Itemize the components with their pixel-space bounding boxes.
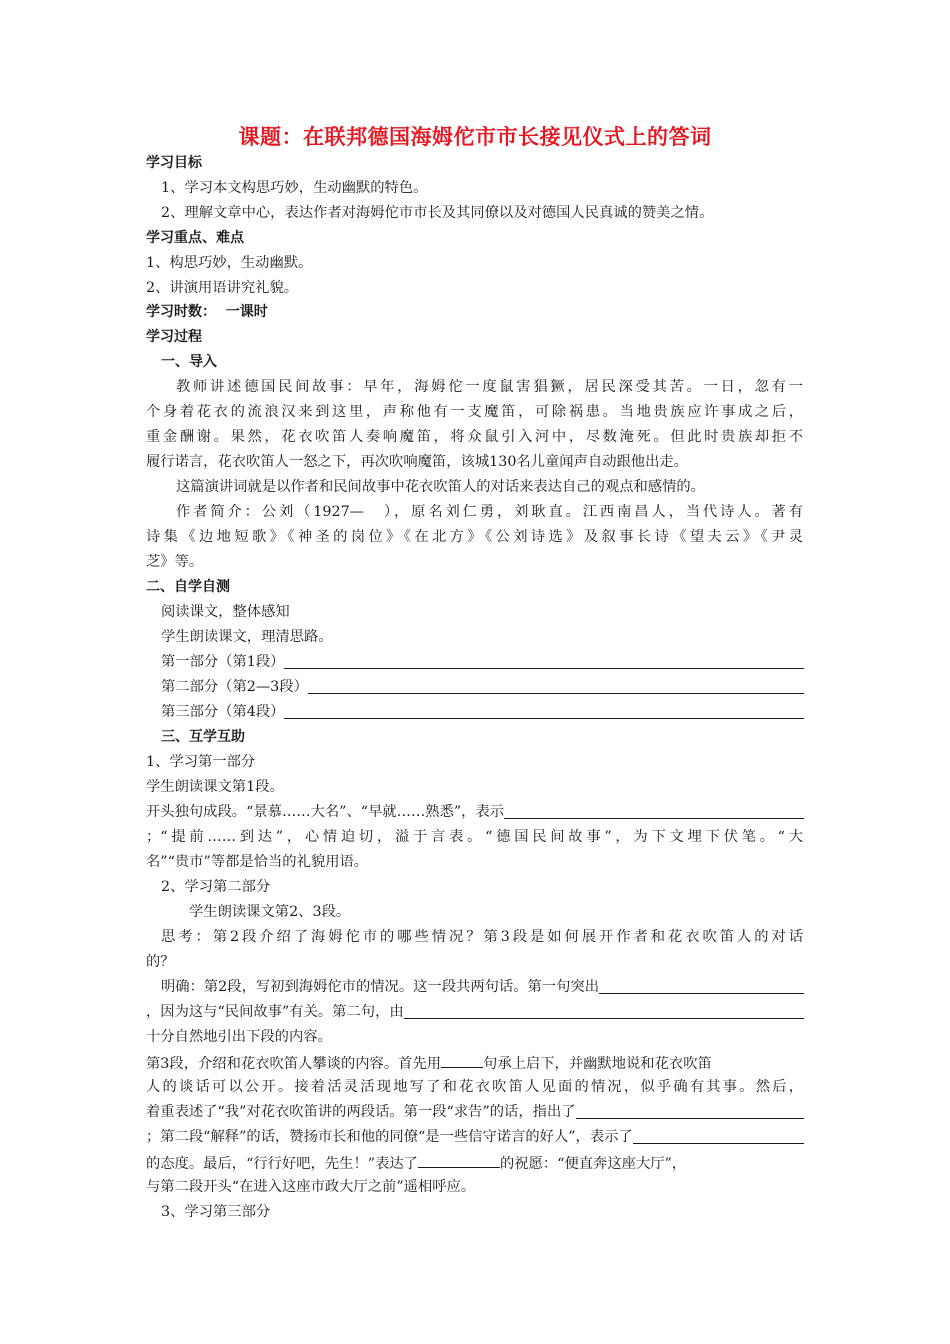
author-intro-line: 诗集《边地短歌》《神圣的岗位》《在北方》《公刘诗选》及叙事长诗《望夫云》《尹灵 bbox=[146, 529, 803, 545]
answer-blank[interactable] bbox=[308, 678, 804, 694]
section-one-text: 开头独句成段。“景慕……大名”、“早就……熟悉”，表示 bbox=[146, 804, 505, 820]
process-heading: 学习过程 bbox=[146, 329, 202, 345]
think-question: 的？ bbox=[146, 954, 175, 970]
part-two-row bbox=[161, 677, 804, 697]
section-two-heading: 2、学习第二部分 bbox=[161, 879, 271, 895]
key-point-item: 2、讲演用语讲究礼貌。 bbox=[146, 280, 299, 296]
answer-blank[interactable] bbox=[441, 1052, 483, 1068]
objectives-heading: 学习目标 bbox=[146, 155, 202, 171]
clarify-line bbox=[146, 1002, 804, 1022]
paragraph-three-text: 与第二段开头“在进入这座市政大厅之前”遥相呼应。 bbox=[146, 1179, 476, 1195]
key-points-heading: 学习重点、难点 bbox=[146, 230, 244, 246]
clarify-text: 明确：第2段，写初到海姆佗市的情况。这一段共两句话。第一句突出 bbox=[161, 979, 599, 995]
part-label: 第二部分（第2—3段） bbox=[161, 679, 308, 695]
section-one-text: ；“提前……到达”，心情迫切，溢于言表。“德国民间故事”，为下文埋下伏笔。“大 bbox=[146, 829, 803, 845]
self-study-line: 阅读课文，整体感知 bbox=[161, 604, 290, 620]
part-one-row bbox=[161, 652, 804, 672]
author-intro-line: 作者简介：公刘（1927— ），原名刘仁勇，刘耿直。江西南昌人，当代诗人。著有 bbox=[176, 504, 803, 520]
objective-item: 1、学习本文构思巧妙，生动幽默的特色。 bbox=[161, 180, 428, 196]
mutual-heading: 三、互学互助 bbox=[161, 729, 245, 745]
answer-blank[interactable] bbox=[599, 978, 804, 994]
clarify-text: 十分自然地引出下段的内容。 bbox=[146, 1029, 332, 1045]
section-one-read: 学生朗读课文第1段。 bbox=[146, 779, 284, 795]
section-one-heading: 1、学习第一部分 bbox=[146, 754, 256, 770]
intro-paragraph-line: 教师讲述德国民间故事：早年，海姆佗一度鼠害猖獗，居民深受其苦。一日，忽有一 bbox=[176, 379, 803, 395]
intro-heading: 一、导入 bbox=[161, 354, 217, 370]
paragraph-three-text: 句承上启下，并幽默地说和花衣吹笛 bbox=[483, 1056, 712, 1072]
paragraph-three-text: 人的谈话可以公开。接着活灵活现地写了和花衣吹笛人见面的情况，似乎确有其事。然后， bbox=[146, 1079, 803, 1095]
section-one-text: 名”“贵市”等都是恰当的礼貌用语。 bbox=[146, 854, 369, 870]
key-point-item: 1、构思巧妙，生动幽默。 bbox=[146, 255, 313, 271]
self-study-line: 学生朗读课文，理清思路。 bbox=[161, 629, 333, 645]
answer-blank[interactable] bbox=[418, 1152, 500, 1168]
author-intro-line: 芝》等。 bbox=[146, 554, 204, 570]
clarify-text: ，因为这与“民间故事”有关。第二句，由 bbox=[146, 1004, 404, 1020]
paragraph-three-text: 第3段，介绍和花衣吹笛人攀谈的内容。首先用 bbox=[146, 1056, 442, 1072]
part-label: 第三部分（第4段） bbox=[161, 704, 285, 720]
part-three-row bbox=[161, 702, 804, 722]
answer-blank[interactable] bbox=[284, 653, 804, 669]
intro-paragraph-line: 履行诺言，花衣吹笛人一怒之下，再次吹响魔笛，该城130名儿童闻声自动跟他出走。 bbox=[146, 454, 688, 470]
self-study-heading: 二、自学自测 bbox=[146, 579, 230, 595]
paragraph-three-text: 着重表述了“我”对花衣吹笛讲的两段话。第一段“求告”的话，指出了 bbox=[146, 1104, 576, 1120]
hours-label: 学习时数： bbox=[146, 304, 216, 320]
part-label: 第一部分（第1段） bbox=[161, 654, 285, 670]
intro-paragraph-line: 重金酬谢。果然，花衣吹笛人奏响魔笛，将众鼠引入河中，尽数淹死。但此时贵族却拒不 bbox=[146, 429, 803, 445]
paragraph-three-text: 的祝愿：“便直奔这座大厅”， bbox=[499, 1156, 687, 1172]
section-three-heading: 3、学习第三部分 bbox=[161, 1204, 271, 1220]
page-title: 课题：在联邦德国海姆佗市市长接见仪式上的答词 bbox=[238, 125, 712, 149]
intro-paragraph-line: 个身着花衣的流浪汉来到这里，声称他有一支魔笛，可除祸患。当地贵族应许事成之后， bbox=[146, 404, 803, 420]
objective-item: 2、理解文章中心，表达作者对海姆佗市市长及其同僚以及对德国人民真诚的赞美之情。 bbox=[161, 205, 714, 221]
answer-blank[interactable] bbox=[576, 1103, 804, 1119]
paragraph-three-line bbox=[146, 1102, 804, 1122]
clarify-line bbox=[161, 977, 804, 997]
answer-blank[interactable] bbox=[404, 1003, 804, 1019]
paragraph-three-line bbox=[146, 1052, 712, 1074]
answer-blank[interactable] bbox=[633, 1128, 804, 1144]
paragraph-three-text: ；第二段“解释”的话，赞扬市长和他的同僚“是一些信守诺言的好人”，表示了 bbox=[146, 1129, 633, 1145]
hours-value: 一课时 bbox=[225, 304, 268, 320]
answer-blank[interactable] bbox=[504, 803, 804, 819]
paragraph-three-line bbox=[146, 1152, 686, 1174]
answer-blank[interactable] bbox=[284, 703, 804, 719]
section-one-line bbox=[146, 802, 804, 822]
hours-line bbox=[146, 302, 268, 322]
think-question: 思考：第2段介绍了海姆佗市的哪些情况？第3段是如何展开作者和花衣吹笛人的对话 bbox=[161, 929, 803, 945]
section-two-read: 学生朗读课文第2、3段。 bbox=[189, 904, 351, 920]
paragraph-three-line bbox=[146, 1127, 804, 1147]
intro-speech-note: 这篇演讲词就是以作者和民间故事中花衣吹笛人的对话来表达自己的观点和感情的。 bbox=[176, 479, 705, 495]
paragraph-three-text: 的态度。最后，“行行好吧，先生！”表达了 bbox=[146, 1156, 418, 1172]
